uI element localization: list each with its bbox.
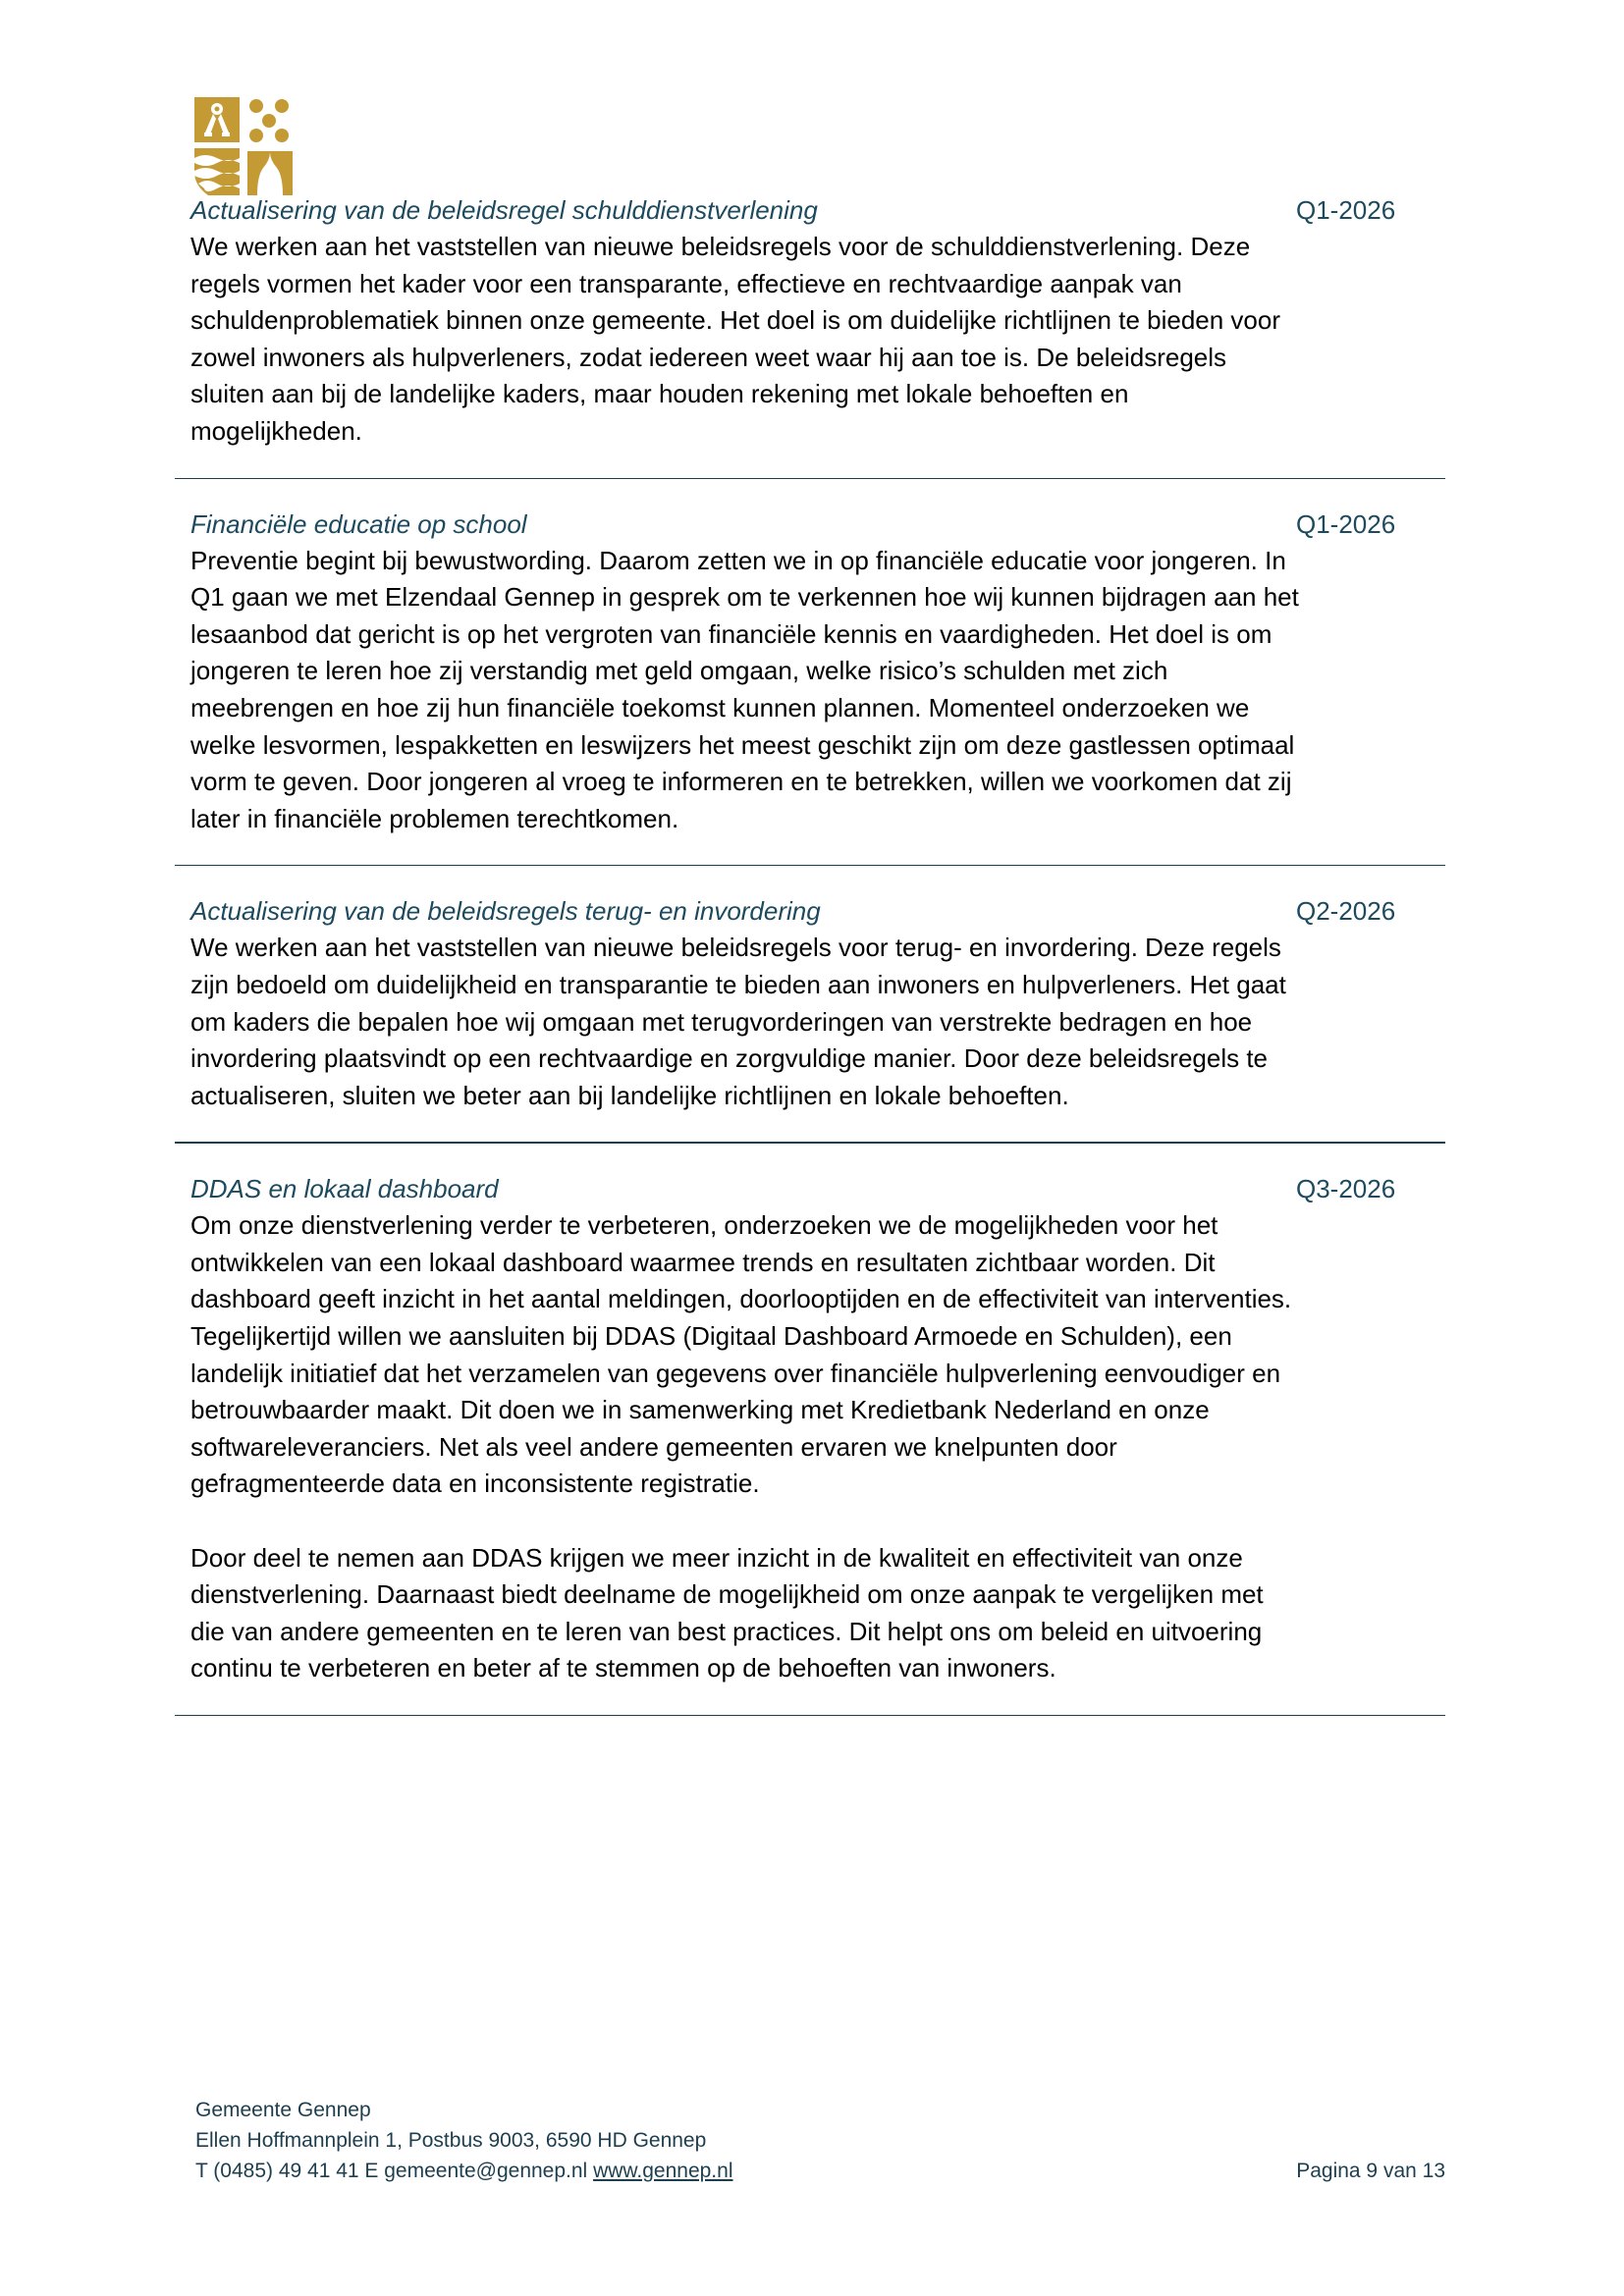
- gemeente-gennep-logo: [194, 97, 293, 195]
- section-paragraph: We werken aan het vaststellen van nieuwe beleidsregels voor terug- en invordering. Deze regels zijn bedoeld om duidelijkheid en transparantie te bieden aan inwoners en hulpverleners. Het gaat om kaders die bepalen hoe wij omgaan met terugvorderingen van verstrekte bedragen en hoe invordering plaatsvindt op een rechtvaardige en zorgvuldige manier. Door deze beleidsregels te actualiseren, sluiten we beter aan bij landelijke richtlijnen en lokale behoeften.: [190, 933, 1286, 1110]
- section-date: Q2-2026: [1296, 896, 1396, 927]
- section-divider: [175, 1715, 1445, 1716]
- section-title: DDAS en lokaal dashboard: [190, 1174, 499, 1204]
- section-date: Q1-2026: [1296, 195, 1396, 225]
- page-footer: [195, 2095, 1445, 2186]
- section-title: Actualisering van de beleidsregels terug- en invordering: [190, 896, 821, 927]
- page-number: Pagina 9 van 13: [1296, 2160, 1445, 2182]
- document-body: [175, 192, 1445, 1716]
- section-financiele-educatie: [175, 507, 1445, 838]
- section-paragraph: Door deel te nemen aan DDAS krijgen we meer inzicht in de kwaliteit en effectiviteit van onze dienstverlening. Daarnaast biedt deelname de mogelijkheid om onze aanpak te vergelijken met die van andere gemeenten en te leren van best practices. Dit helpt ons om beleid en uitvoering continu te verbeteren en beter af te stemmen op de behoeften van inwoners.: [190, 1542, 1264, 1683]
- section-paragraph: We werken aan het vaststellen van nieuwe beleidsregels voor de schulddienstverlening. Deze regels vormen het kader voor een transparante, effectieve en rechtvaardige aanpak van schuldenproblematiek binnen onze gemeente. Het doel is om duidelijke richtlijnen te bieden voor zowel inwoners als hulpverleners, zodat iedereen weet waar hij aan toe is. De beleidsregels sluiten aan bij de landelijke kaders, maar houden rekening met lokale behoeften en mogelijkheden.: [190, 232, 1281, 446]
- section-title: Financiële educatie op school: [190, 508, 527, 539]
- section-schulddienstverlening: [175, 192, 1445, 451]
- section-paragraph: Om onze dienstverlening verder te verbeteren, onderzoeken we de mogelijkheden voor het ontwikkelen van een lokaal dashboard waarmee trends en resultaten zichtbaar worden. Dit dashboard geeft inzicht in het aantal meldingen, doorlooptijden en de effectiviteit van interventies. Tegelijkertijd willen we aansluiten bij DDAS (Digitaal Dashboard Armoede en Schulden), een landelijk initiatief dat het verzamelen van gegevens over financiële hulpverlening eenvoudiger en betrouwbaarder maakt. Dit doen we in samenwerking met Kredietbank Nederland en onze softwareleveranciers. Net als veel andere gemeenten ervaren we knelpunten door gefragmenteerde data en inconsistente registratie.: [190, 1210, 1292, 1499]
- section-date: Q3-2026: [1296, 1174, 1396, 1204]
- footer-address: Ellen Hoffmannplein 1, Postbus 9003, 6590 HD Gennep: [195, 2129, 707, 2152]
- footer-contact: [195, 2156, 1445, 2186]
- section-date: Q1-2026: [1296, 508, 1396, 539]
- section-terug-invordering: [175, 893, 1445, 1114]
- footer-website-link[interactable]: www.gennep.nl: [593, 2160, 733, 2182]
- section-ddas-dashboard: [175, 1171, 1445, 1687]
- footer-phone-email: T (0485) 49 41 41 E gemeente@gennep.nl: [195, 2160, 594, 2182]
- footer-org: Gemeente Gennep: [195, 2099, 371, 2121]
- section-paragraph: Preventie begint bij bewustwording. Daarom zetten we in op financiële educatie voor jongeren. In Q1 gaan we met Elzendaal Gennep in gesprek om te verkennen hoe wij kunnen bijdragen aan het lesaanbod dat gericht is op het vergroten van financiële kennis en vaardigheden. Het doel is om jongeren te leren hoe zij verstandig met geld omgaan, welke risico’s schulden met zich meebrengen en hoe zij hun financiële toekomst kunnen plannen. Momenteel onderzoeken we welke lesvormen, lespakketten en leswijzers het meest geschikt zijn om deze gastlessen optimaal vorm te geven. Door jongeren al vroeg te informeren en te betrekken, willen we voorkomen dat zij later in financiële problemen terechtkomen.: [190, 545, 1299, 833]
- section-title: Actualisering van de beleidsregel schulddienstverlening: [190, 195, 818, 225]
- coat-of-arms-icon: [194, 97, 293, 195]
